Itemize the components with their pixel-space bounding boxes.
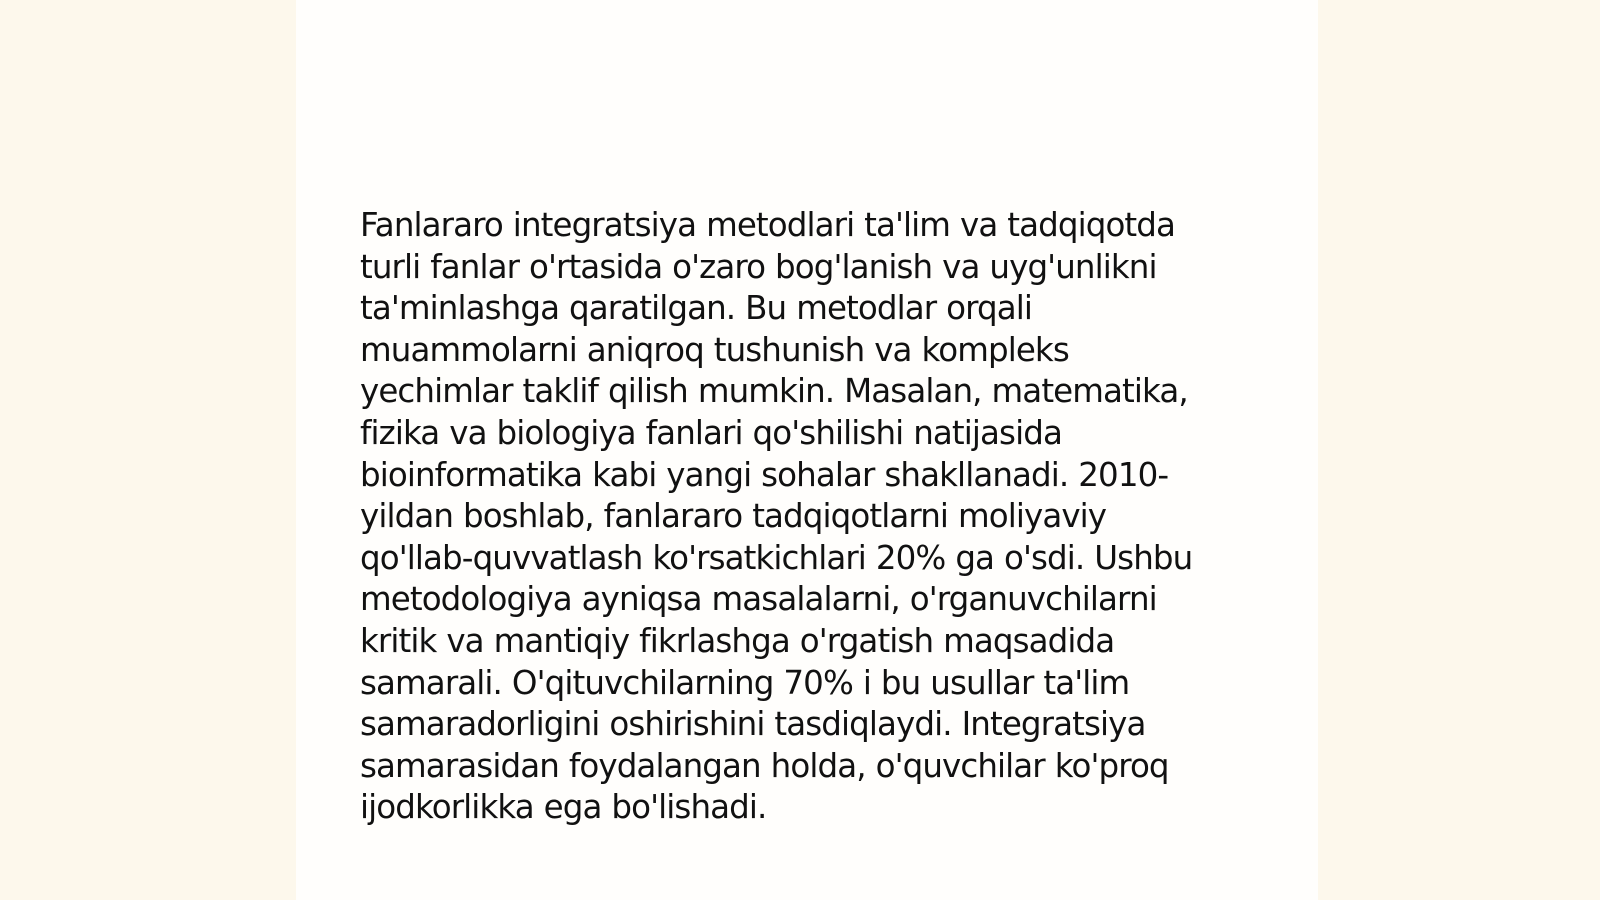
paragraph-line: yildan boshlab, fanlararo tadqiqotlarni moliyaviy xyxy=(360,497,1107,536)
paragraph-line: samarali. O'qituvchilarning 70% i bu usullar ta'lim xyxy=(360,663,1130,702)
paragraph-line: samaradorligini oshirishini tasdiqlaydi. Integratsiya xyxy=(360,705,1146,744)
paragraph-line: fizika va biologiya fanlari qo'shilishi natijasida xyxy=(360,413,1062,452)
paragraph-line: kritik va mantiqiy fikrlashga o'rgatish maqsadida xyxy=(360,621,1115,660)
paragraph-line: yechimlar taklif qilish mumkin. Masalan, matematika, xyxy=(360,372,1188,411)
paragraph-line: muammolarni aniqroq tushunish va kompleks xyxy=(360,330,1069,369)
paragraph-line: turli fanlar o'rtasida o'zaro bog'lanish va uyg'unlikni xyxy=(360,247,1157,286)
paragraph-line: metodologiya ayniqsa masalalarni, o'rganuvchilarni xyxy=(360,580,1157,619)
paragraph-line: samarasidan foydalangan holda, o'quvchilar ko'proq xyxy=(360,746,1169,785)
paragraph-line: bioinformatika kabi yangi sohalar shakllanadi. 2010- xyxy=(360,455,1169,494)
paragraph-line: ijodkorlikka ega bo'lishadi. xyxy=(360,788,767,827)
paragraph-line: Fanlararo integratsiya metodlari ta'lim va tadqiqotda xyxy=(360,206,1176,244)
body-paragraph xyxy=(360,205,1250,829)
document-page xyxy=(296,0,1318,900)
paragraph-line: qo'llab-quvvatlash ko'rsatkichlari 20% ga o'sdi. Ushbu xyxy=(360,538,1193,577)
paragraph-line: ta'minlashga qaratilgan. Bu metodlar orqali xyxy=(360,289,1033,328)
